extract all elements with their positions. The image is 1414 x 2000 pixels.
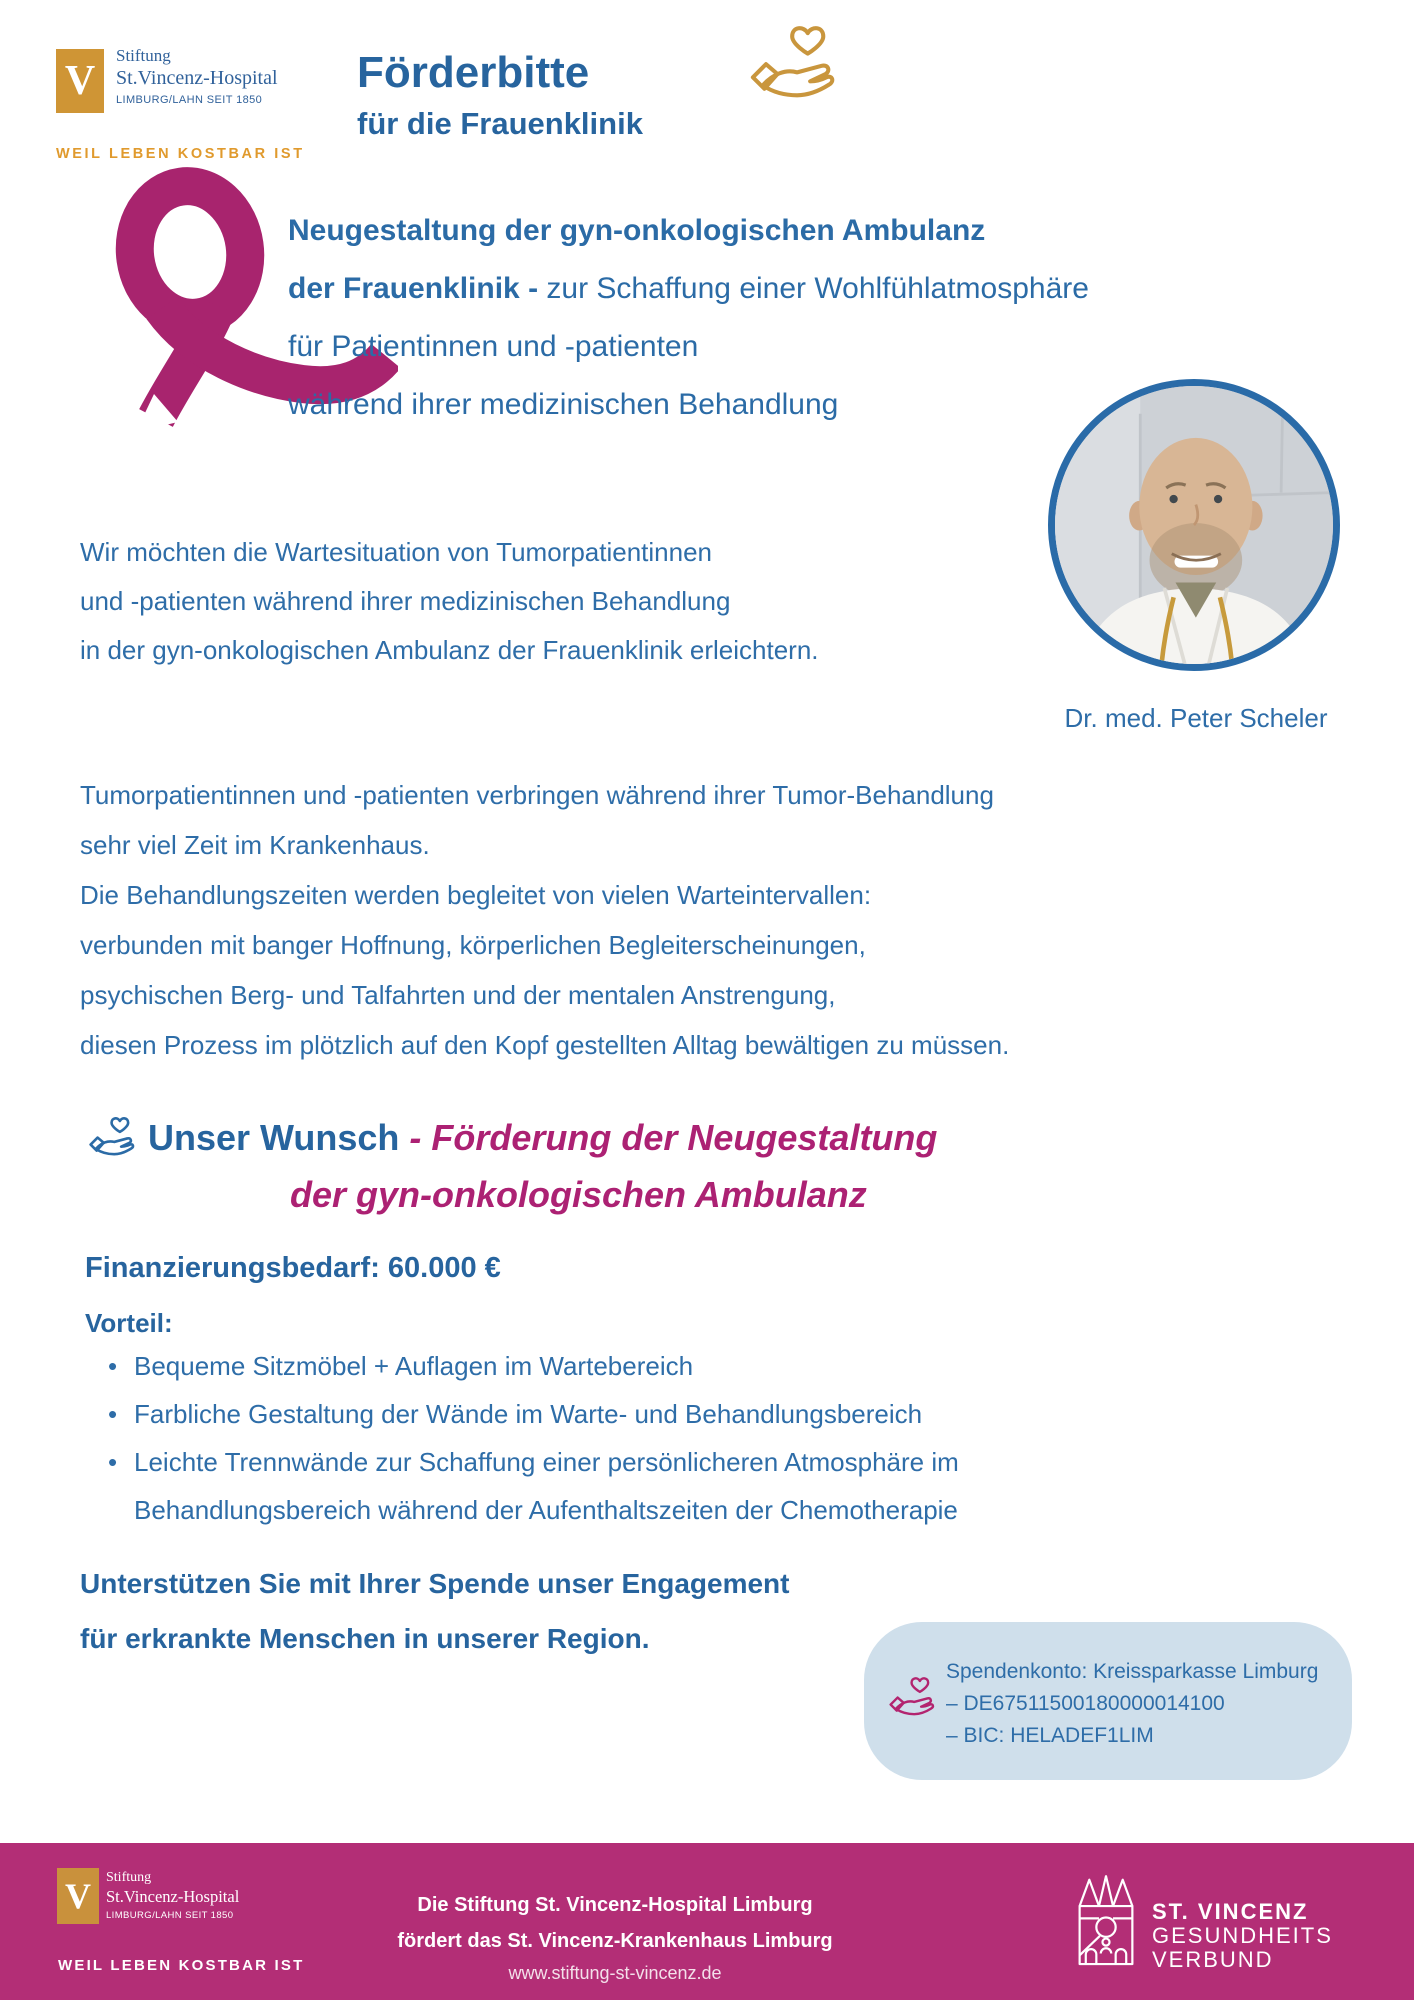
brand-line-2: St.Vincenz-Hospital [116,67,278,89]
donation-line-3: – BIC: HELADEF1LIM [946,1724,1154,1747]
footer-brand-line-3: LIMBURG/LAHN SEIT 1850 [106,1910,234,1921]
verbund-logo-text [1152,1900,1333,1972]
hand-heart-icon [742,20,844,110]
benefits-label: Vorteil: [85,1308,173,1338]
paragraph-line: sehr viel Zeit im Krankenhaus. [80,830,430,860]
wish-heading-line-2: der gyn-onkologischen Ambulanz [290,1174,867,1215]
paragraph-line: Tumorpatientinnen und -patienten verbringen während ihrer Tumor-Behandlung [80,780,994,810]
body-paragraph [80,770,1009,1070]
doctor-portrait-illustration [1055,386,1333,664]
footer-brand-line-1: Stiftung [106,1870,152,1885]
paragraph-line: Die Behandlungszeiten werden begleitet von vielen Warteintervallen: [80,880,872,910]
church-icon [1077,1870,1135,1972]
hand-heart-icon-donation [888,1666,936,1730]
headline-line-2: der Frauenklinik - zur Schaffung einer Wohlfühlatmosphäre [288,272,1089,305]
wish-heading-line-1: Unser Wunsch - Förderung der Neugestaltung [148,1117,938,1158]
intro-paragraph [80,528,819,675]
verbund-line-1: ST. VINCENZ [1152,1899,1309,1924]
list-item: • Farbliche Gestaltung der Wände im Warte- und Behandlungsbereich [102,1390,1032,1438]
funding-need: Finanzierungsbedarf: 60.000 € [85,1252,501,1284]
doctor-photo [1048,379,1340,671]
brand-v-icon: V [56,49,104,113]
doctor-caption: Dr. med. Peter Scheler [1064,703,1328,733]
paragraph-line: verbunden mit banger Hoffnung, körperlichen Begleiterscheinungen, [80,930,866,960]
footer-text [330,1887,900,1984]
title-line-2: für die Frauenklinik [357,106,643,141]
footer-line-1: Die Stiftung St. Vincenz-Hospital Limburg [417,1894,813,1916]
cta-text [80,1556,789,1666]
donation-details [946,1656,1318,1752]
brand-line-3: LIMBURG/LAHN SEIT 1850 [116,94,263,106]
wish-heading [88,1112,937,1164]
hand-heart-icon-small [88,1112,136,1164]
list-item: • Bequeme Sitzmöbel + Auflagen im Wartebereich [102,1342,1032,1390]
page-title [357,48,643,142]
title-line-1: Förderbitte [357,48,590,97]
donation-box [864,1622,1352,1780]
footer-brand-v-icon: V [57,1868,99,1924]
brand-motto: WEIL LEBEN KOSTBAR IST [56,146,305,162]
benefits-list [102,1342,1032,1534]
paragraph-line: diesen Prozess im plötzlich auf den Kopf gestellten Alltag bewältigen zu müssen. [80,1030,1010,1060]
headline-line-1: Neugestaltung der gyn-onkologischen Ambulanz [288,214,986,247]
donation-line-1: Spendenkonto: Kreissparkasse Limburg [946,1660,1319,1683]
brand-name [116,46,278,106]
paragraph-line: und -patienten während ihrer medizinischen Behandlung [80,586,731,616]
verbund-line-2: GESUNDHEITS [1152,1923,1333,1948]
footer-brand-name [106,1870,239,1921]
footer-url: www.stiftung-st-vincenz.de [508,1963,722,1983]
verbund-line-3: VERBUND [1152,1947,1274,1972]
footer-motto: WEIL LEBEN KOSTBAR IST [58,1957,305,1974]
paragraph-line: in der gyn-onkologischen Ambulanz der Frauenklinik erleichtern. [80,635,819,665]
paragraph-line: psychischen Berg- und Talfahrten und der mentalen Anstrengung, [80,980,836,1010]
cta-line-1: Unterstützen Sie mit Ihrer Spende unser Engagement [80,1568,790,1599]
footer-brand-line-2: St.Vincenz-Hospital [106,1887,240,1906]
brand-line-1: Stiftung [116,46,171,65]
headline [288,202,1089,434]
footer [0,1843,1414,2000]
headline-line-4: während ihrer medizinischen Behandlung [288,388,839,421]
footer-line-2: fördert das St. Vincenz-Krankenhaus Limburg [397,1930,833,1952]
paragraph-line: Wir möchten die Wartesituation von Tumorpatientinnen [80,537,713,567]
donation-line-2: – DE67511500180000014100 [946,1692,1225,1715]
headline-line-3: für Patientinnen und -patienten [288,330,699,363]
cta-line-2: für erkrankte Menschen in unserer Region. [80,1623,650,1654]
list-item: • Leichte Trennwände zur Schaffung einer persönlicheren Atmosphäre im Behandlungsbereich während der Aufenthaltszeiten der Chemotherapie [102,1438,1032,1534]
